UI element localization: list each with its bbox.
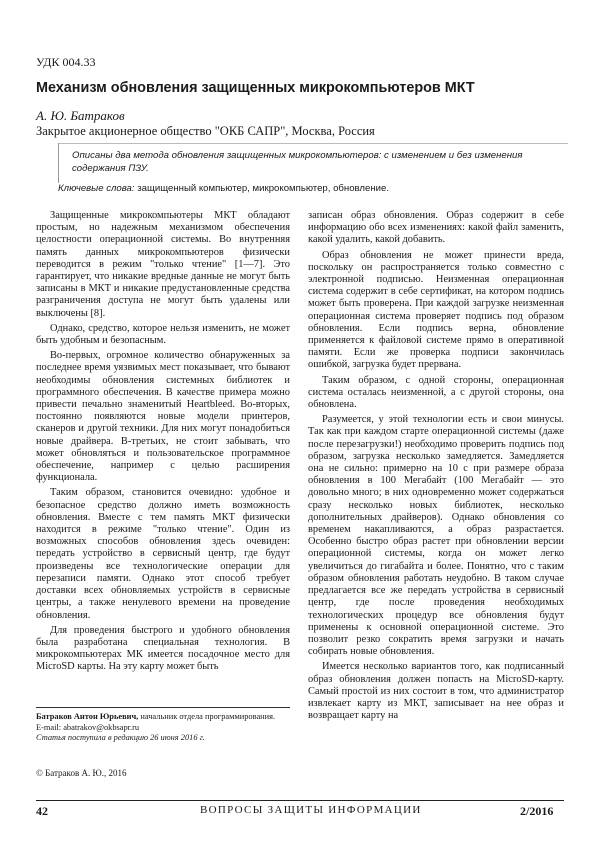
right-column xyxy=(308,210,564,722)
keywords-label: Ключевые слова: xyxy=(58,183,135,194)
page-number: 42 xyxy=(36,804,48,818)
paragraph: Таким образом, с одной стороны, операционная система осталась неизменной, а с другой стороны, она обновлена. xyxy=(308,374,564,411)
author-footnote xyxy=(36,712,290,744)
footnote-rule xyxy=(36,707,290,708)
author-name: А. Ю. Батраков xyxy=(36,108,125,123)
abstract-side-rule xyxy=(58,143,59,183)
udk-code: УДК 004.33 xyxy=(36,55,96,69)
footer-rule xyxy=(36,800,564,801)
paragraph: Имеется несколько вариантов того, как подписанный образ обновления должен попасть на MicroSD-карту. Самый простой из них состоит в том, что администратор извлекает карту из МКТ, записывает на нее образ и возвращает карту на xyxy=(308,661,564,722)
issue-number: 2/2016 xyxy=(520,804,554,818)
footnote-position: начальник отдела программирования. xyxy=(140,712,276,721)
abstract-top-rule xyxy=(58,143,568,144)
paragraph: Образ обновления не может принести вреда, поскольку он распространяется только совместно с электронной подписью. Неизменная операционная система содержит в себе сертификат, на котором подпись может быть проверена. При каждой загрузке неизменная операционная система проверяет подпись под образом обновления. Если подпись верна, обновление применяется к файловой системе прямо в оперативной памяти. Если же проверка подписи закончилась ошибкой, загрузка будет прервана. xyxy=(308,249,564,371)
paragraph: Однако, средство, которое нельзя изменить, не может быть удобным и безопасным. xyxy=(36,322,290,347)
paragraph: записан образ обновления. Образ содержит в себе информацию обо всех изменениях: какой файл заменить, какой удалить, какой добавить. xyxy=(308,210,564,246)
paragraph: Защищенные микрокомпьютеры МКТ обладают простым, но надежным механизмом обеспечения целостности операционной системы. Во внутренняя память данных микрокомпьютеров физически переводится в режим "только чтение" [1—7]. Это гарантирует, что никакие вредные данные не могут быть записаны в МКТ и никакие предустановленные средства разграничения доступа не могут быть удалены или выключены [8]. xyxy=(36,210,290,319)
copyright: © Батраков А. Ю., 2016 xyxy=(36,768,127,778)
author-affiliation: Закрытое акционерное общество "ОКБ САПР", Москва, Россия xyxy=(36,124,375,138)
paragraph: Во-первых, огромное количество обнаруженных за последнее время уязвимых мест показывает, что бывают необходимы обновления системных библиотек и программного обеспечения. В качестве примера можно привести печально знаменитый Heartbleed. Во-вторых, постоянно появляются новые модели принтеров, сканеров и другой техники. Для них могут понадобиться новые драйвера. В-третьих, не стоит забывать, что может обновляться и пользовательское программное обеспечение, например с целью расширения функционала. xyxy=(36,350,290,484)
paragraph: Разумеется, у этой технологии есть и свои минусы. Так как при каждом старте операционной системы (даже после перезагрузки!) необходимо проверить подпись под образом, загрузка несколько замедляется. Замедляется она не сильно: примерно на 10 с при размере образа обновления в 100 Мегабайт (100 Мегабайт — это довольно много; в них одновременно может содержаться сразу несколько новых библиотек, несколько дополнительных драйверов). Однако обновления со временем накапливаются, а образ разрастается. Особенно быстро образ растет при обновлении версии операционной системы, когда он может легко увеличиться до гигабайта и более. Понятно, что с таким образом обновления работать неудобно. В таком случае предлагается все же передать устройства в сервисный центр, где после проведения необходимых технологических процедур все обновления будут применены к основной операционной системе. Это позволит резко сократить время загрузки и начать собирать новые обновления. xyxy=(308,414,564,658)
paragraph: Таким образом, становится очевидно: удобное и безопасное средство должно иметь возможность обновления. Вместе с тем память МКТ физически находится в режиме "только чтение". Один из возможных способов обновления здесь очевиден: передать устройство в сервисный центр, где будут произведены все технологические операции для перезаписи памяти. Однако этот способ требует доставки всех обновляемых устройств в сервисные центры, а также ненулевого времени на проведение обновления. xyxy=(36,487,290,621)
footnote-email: E-mail: abatrakov@okbsapr.ru xyxy=(36,722,140,732)
article-title: Механизм обновления защищенных микрокомпьютеров МКТ xyxy=(36,80,475,96)
journal-name: ВОПРОСЫ ЗАЩИТЫ ИНФОРМАЦИИ xyxy=(200,804,422,816)
keywords xyxy=(58,183,573,194)
footnote-author: Батраков Антон Юрьевич, xyxy=(36,712,139,721)
paragraph: Для проведения быстрого и удобного обновления была разработана специальная технология. В микрокомпьютерах МК имеется посадочное место для MicroSD карты. На эту карту может быть xyxy=(36,624,290,673)
footnote-received: Статья поступила в редакцию 26 июня 2016 г. xyxy=(36,733,205,743)
left-column xyxy=(36,210,290,674)
abstract: Описаны два метода обновления защищенных микрокомпьютеров: с изменением и без изменения содержания ПЗУ. xyxy=(72,150,523,174)
keywords-text: защищенный компьютер, микрокомпьютер, обновление. xyxy=(137,183,390,194)
